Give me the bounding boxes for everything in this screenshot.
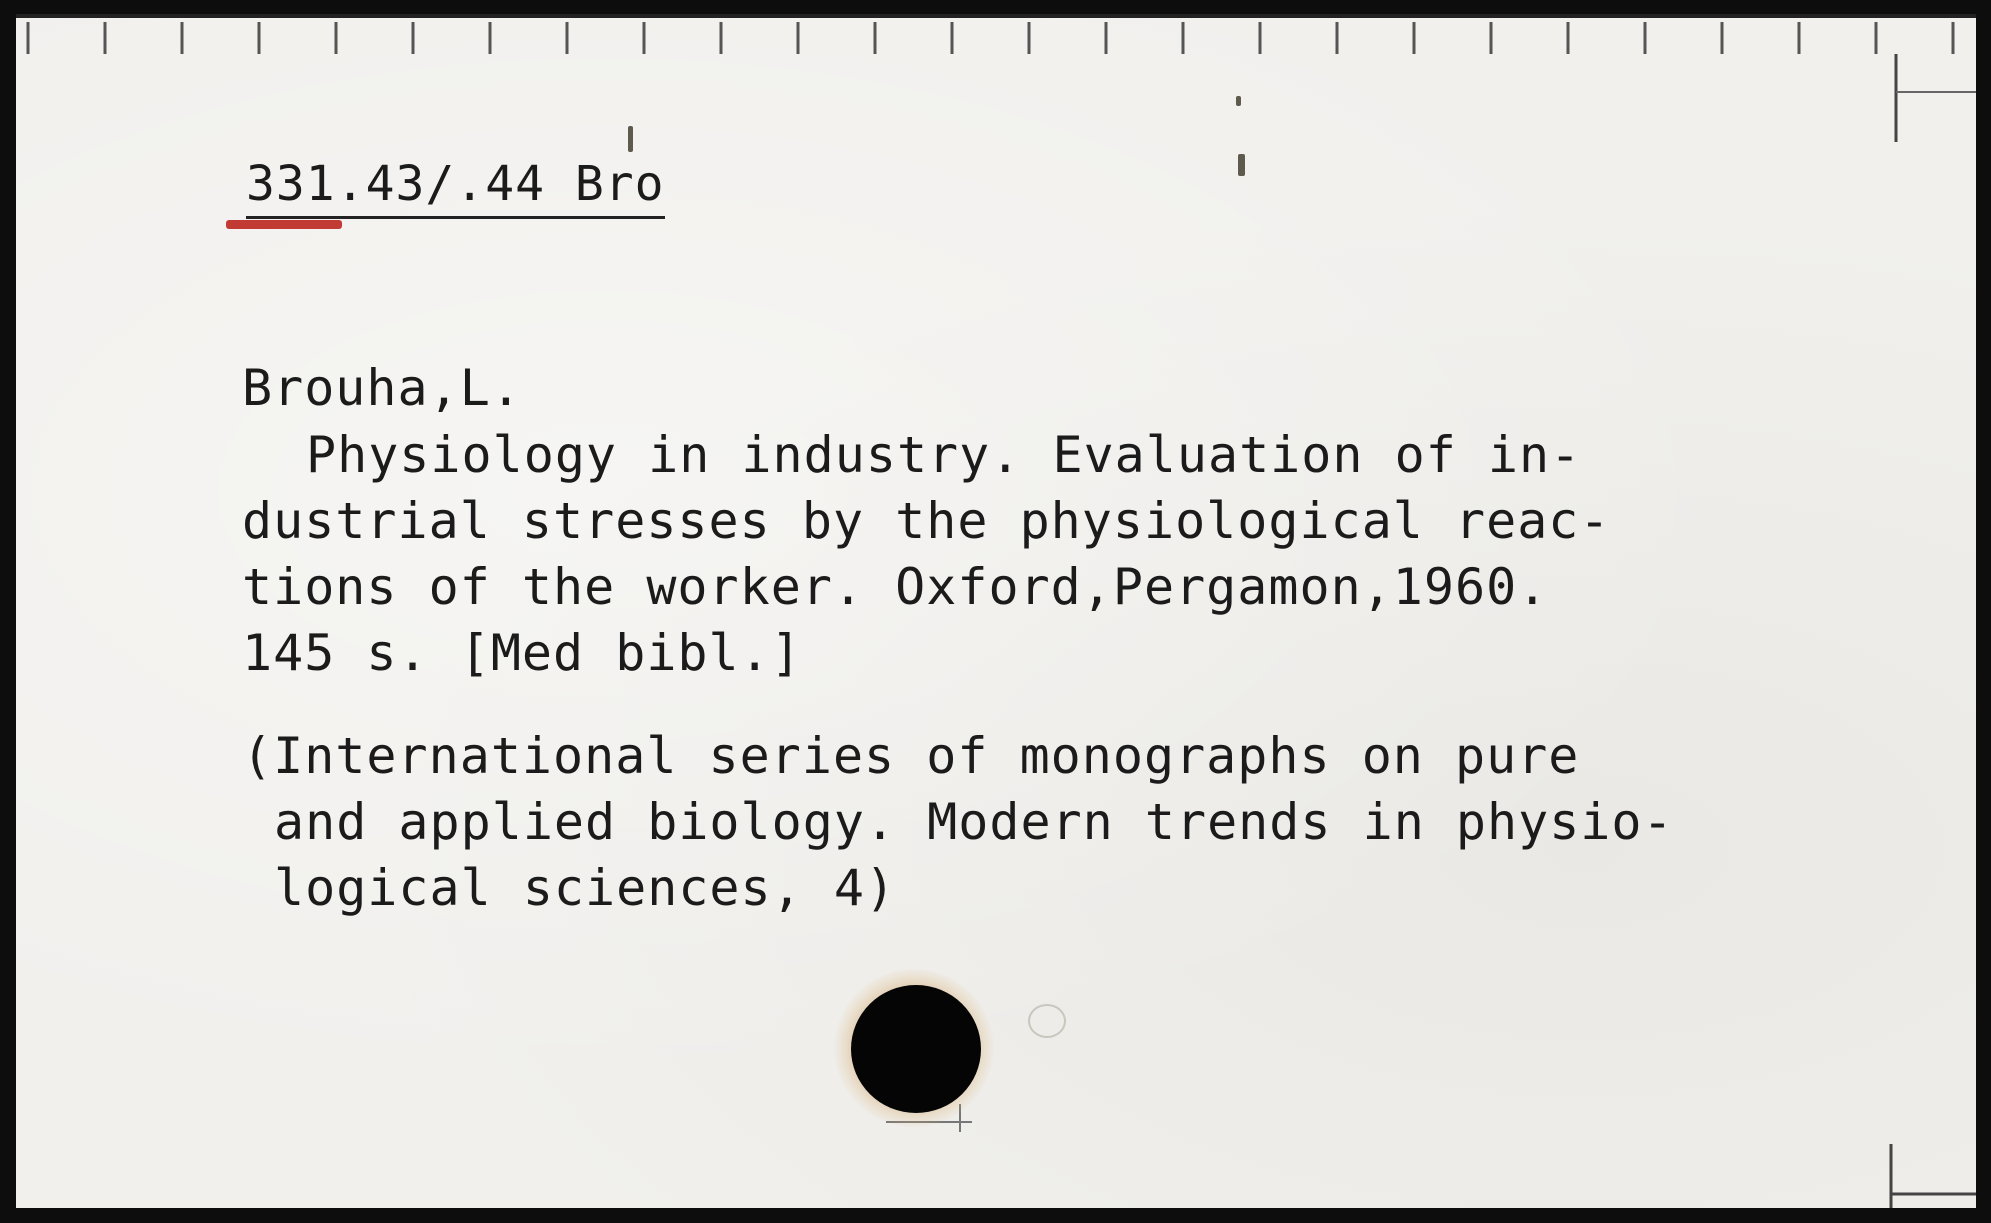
ink-speck xyxy=(1028,1004,1066,1038)
ink-speck xyxy=(1238,154,1245,176)
punch-hole-opening xyxy=(851,985,981,1113)
description-line: Physiology in industry. Evaluation of in- xyxy=(306,426,1582,484)
series-note-line: (International series of monographs on pure xyxy=(242,727,1580,785)
ink-speck xyxy=(1236,96,1241,106)
call-number: 331.43/.44 Bro xyxy=(246,156,665,219)
series-note-line: logical sciences, 4) xyxy=(274,859,897,917)
description-line: tions of the worker. Oxford,Pergamon,1960. xyxy=(242,558,1549,616)
card-ruler-ticks xyxy=(16,14,1976,64)
author-heading: Brouha,L. xyxy=(242,359,522,417)
description-line: 145 s. [Med bibl.] xyxy=(242,624,802,682)
red-marker-stroke xyxy=(226,220,342,229)
catalog-card xyxy=(16,14,1976,1208)
series-note-line: and applied biology. Modern trends in physio- xyxy=(274,793,1674,851)
punch-hole xyxy=(834,969,994,1127)
description-line: dustrial stresses by the physiological reac- xyxy=(242,492,1611,550)
ink-speck xyxy=(628,126,633,152)
